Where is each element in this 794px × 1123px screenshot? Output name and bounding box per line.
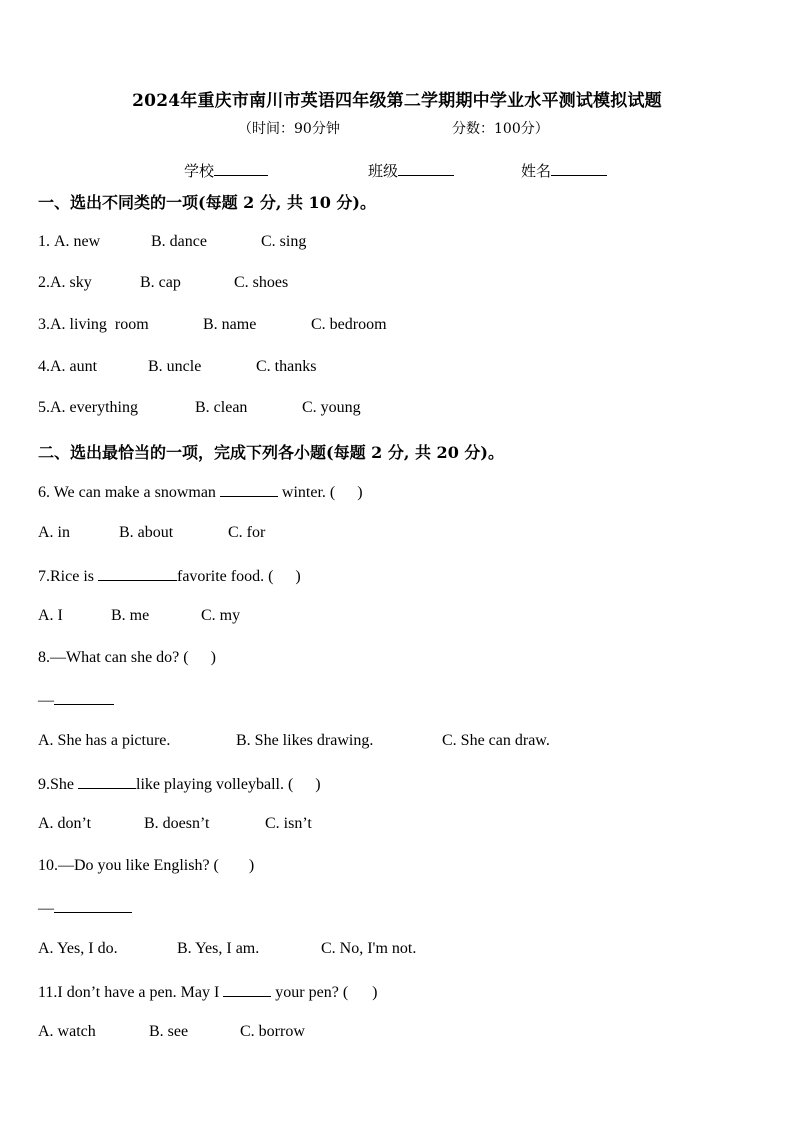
answer-blank[interactable] [78, 774, 136, 789]
paren-close: ) [372, 984, 378, 1001]
question-stem: 7.Rice is [38, 568, 98, 585]
paren-close: ) [357, 484, 363, 501]
question-number: 2. [38, 274, 50, 291]
answer-blank[interactable] [98, 566, 177, 581]
option-a[interactable]: A. everything [50, 399, 138, 416]
total-score: 分数：100分） [452, 121, 549, 137]
question-8 [38, 649, 216, 667]
question-6-options [38, 524, 265, 542]
class-label: 班级 [368, 162, 399, 180]
option-b[interactable]: B. doesn’t [144, 815, 210, 832]
question-stem-end: like playing volleyball. ( [136, 776, 294, 793]
option-b[interactable]: B. uncle [148, 358, 202, 375]
question-11-options [38, 1023, 305, 1041]
question-8-reply [38, 690, 114, 710]
name-blank[interactable] [551, 161, 607, 176]
question-10 [38, 857, 254, 875]
section-2-heading: 二、选出最恰当的一项，完成下列各小题(每题 2 分, 共 20 分)。 [38, 443, 504, 462]
option-a[interactable]: A. living room [50, 316, 149, 333]
paren-close: ) [295, 568, 301, 585]
question-9-options [38, 815, 312, 833]
question-stem: 8.—What can she do? ( [38, 649, 189, 666]
paren-close: ) [315, 776, 321, 793]
question-stem: 10.—Do you like English? ( [38, 857, 219, 874]
option-a[interactable]: A. She has a picture. [38, 732, 171, 749]
school-label: 学校 [184, 162, 215, 180]
question-10-options [38, 940, 416, 958]
time-limit: （时间：90分钟 [238, 121, 340, 137]
option-c[interactable]: C. thanks [256, 358, 317, 375]
option-c[interactable]: C. borrow [240, 1023, 305, 1040]
option-c[interactable]: C. my [201, 607, 241, 624]
question-8-options [38, 732, 550, 750]
question-stem: 11.I don’t have a pen. May I [38, 984, 224, 1001]
question-number: 3. [38, 316, 50, 333]
question-4 [38, 358, 316, 376]
option-c[interactable]: C. isn’t [265, 815, 312, 832]
question-stem-end: winter. ( [277, 484, 336, 501]
question-number: 5. [38, 399, 50, 416]
option-a[interactable]: A. watch [38, 1023, 96, 1040]
reply-blank[interactable] [54, 898, 132, 913]
option-a[interactable]: A. aunt [50, 358, 98, 375]
question-stem-end: favorite food. ( [177, 568, 274, 585]
option-b[interactable]: B. dance [151, 233, 207, 250]
reply-dash: — [38, 692, 54, 709]
answer-blank[interactable] [223, 982, 271, 997]
option-c[interactable]: C. bedroom [311, 316, 387, 333]
paren-close: ) [210, 649, 216, 666]
question-7-options [38, 607, 240, 625]
option-c[interactable]: C. shoes [234, 274, 289, 291]
question-6 [38, 482, 363, 502]
option-c[interactable]: C. No, I'm not. [321, 940, 417, 957]
option-b[interactable]: B. about [119, 524, 174, 541]
reply-blank[interactable] [54, 690, 114, 705]
question-number: 4. [38, 358, 50, 375]
option-b[interactable]: B. clean [195, 399, 248, 416]
option-b[interactable]: B. see [149, 1023, 189, 1040]
name-label: 姓名 [521, 162, 552, 180]
question-11 [38, 982, 377, 1002]
option-b[interactable]: B. Yes, I am. [177, 940, 260, 957]
option-c[interactable]: C. She can draw. [442, 732, 550, 749]
question-3 [38, 316, 387, 334]
question-stem: 6. We can make a snowman [38, 484, 220, 501]
option-b[interactable]: B. cap [140, 274, 181, 291]
option-b[interactable]: B. She likes drawing. [236, 732, 374, 749]
option-c[interactable]: C. for [228, 524, 266, 541]
option-c[interactable]: C. young [302, 399, 361, 416]
option-c[interactable]: C. sing [261, 233, 307, 250]
question-2 [38, 274, 288, 292]
question-5 [38, 399, 361, 417]
section-1-heading: 一、选出不同类的一项(每题 2 分, 共 10 分)。 [38, 193, 376, 212]
question-number: 1. [38, 233, 54, 250]
paren-close: ) [248, 857, 255, 874]
question-1 [38, 233, 306, 251]
option-a[interactable]: A. Yes, I do. [38, 940, 118, 957]
class-blank[interactable] [398, 161, 454, 176]
option-a[interactable]: A. in [38, 524, 70, 541]
question-stem: 9.She [38, 776, 78, 793]
option-b[interactable]: B. name [203, 316, 257, 333]
school-field [184, 160, 268, 181]
option-a[interactable]: A. I [38, 607, 63, 624]
answer-blank[interactable] [220, 482, 278, 497]
question-7 [38, 566, 301, 586]
reply-dash: — [38, 900, 54, 917]
class-field [368, 160, 454, 181]
question-9 [38, 774, 321, 794]
option-b[interactable]: B. me [111, 607, 150, 624]
school-blank[interactable] [214, 161, 268, 176]
option-a[interactable]: A. new [54, 233, 101, 250]
page-title: 2024年重庆市南川市英语四年级第二学期期中学业水平测试模拟试题 [132, 91, 662, 111]
option-a[interactable]: A. don’t [38, 815, 92, 832]
question-stem-end: your pen? ( [271, 984, 349, 1001]
name-field [521, 160, 607, 181]
option-a[interactable]: A. sky [50, 274, 92, 291]
question-10-reply [38, 898, 132, 918]
